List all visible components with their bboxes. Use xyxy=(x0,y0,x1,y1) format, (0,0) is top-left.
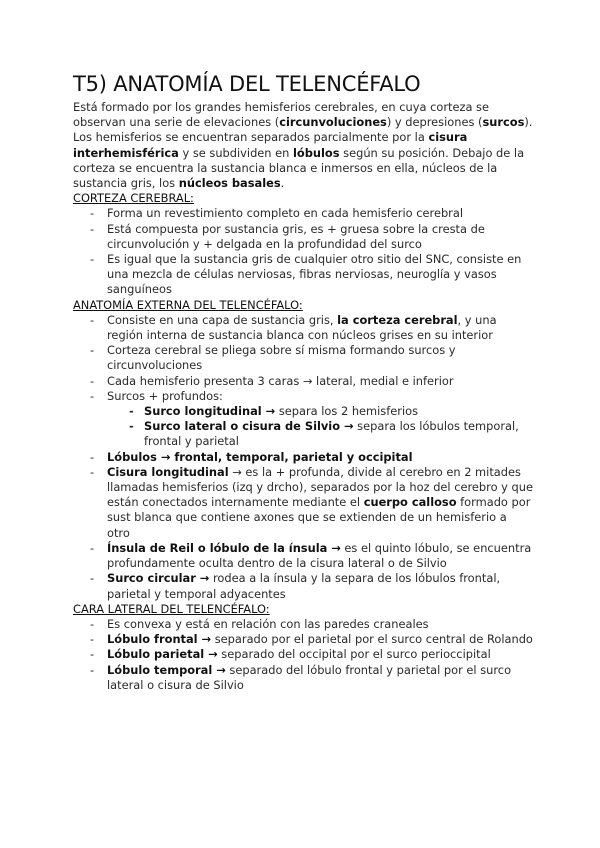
sections-container xyxy=(73,191,533,693)
list-item xyxy=(73,632,533,647)
text-run: Consiste en una capa de sustancia gris, xyxy=(107,312,338,327)
bold-text: Ínsula de Reil o lóbulo de la ínsula → xyxy=(107,540,341,555)
bold-text: núcleos basales xyxy=(178,176,281,191)
list-item xyxy=(73,663,533,693)
bullet-list xyxy=(73,313,533,602)
list-item xyxy=(73,252,533,298)
list-item xyxy=(73,374,533,389)
bold-text: Surco lateral o cisura de Silvio → xyxy=(144,419,354,434)
text-run: formado por sust blanca que contiene axones que se extienden de un hemisferio a otro xyxy=(107,495,531,540)
text-run: ). Los hemisferios se encuentran separados parcialmente por la xyxy=(73,115,533,145)
sub-bullet-list xyxy=(107,404,533,450)
text-run: es el quinto lóbulo, se encuentra profundamente oculta dentro de la cisura lateral o de Silvio xyxy=(107,540,532,571)
text-run: separado del lóbulo frontal y parietal por el surco lateral o cisura de Silvio xyxy=(107,662,512,692)
bold-text: Lóbulo temporal → xyxy=(107,662,226,677)
text-run: Forma un revestimiento completo en cada hemisferio cerebral xyxy=(107,206,464,221)
section-heading: ANATOMÍA EXTERNA DEL TELENCÉFALO: xyxy=(73,297,303,312)
bold-text: circunvoluciones xyxy=(279,115,387,130)
list-item xyxy=(73,465,533,541)
list-item xyxy=(73,313,533,343)
text-run: Cada hemisferio presenta 3 caras → lateral, medial e inferior xyxy=(107,373,454,388)
text-run: y se subdividen en xyxy=(178,145,294,160)
list-item xyxy=(73,206,533,221)
text-run: Está formado por los grandes hemisferios cerebrales, en cuya corteza se observan una serie de elevaciones ( xyxy=(73,100,490,130)
text-run: separa los lóbulos temporal, frontal y parietal xyxy=(144,419,519,449)
intro-paragraph xyxy=(73,100,533,191)
bold-text: lóbulos xyxy=(293,145,340,160)
list-item xyxy=(73,571,533,601)
text-run: rodea a la ínsula y la separa de los lóbulos frontal, parietal y temporal adyacentes xyxy=(107,571,501,601)
bold-text: Lóbulo parietal → xyxy=(107,647,218,662)
list-item xyxy=(73,541,533,571)
section-heading: CORTEZA CEREBRAL: xyxy=(73,191,194,206)
text-run: Corteza cerebral se pliega sobre sí misma formando surcos y circunvoluciones xyxy=(107,343,456,373)
bold-text: la corteza cerebral xyxy=(337,312,458,327)
sub-list-item xyxy=(73,404,533,419)
text-run: , y una región interna de sustancia blanca con núcleos grises en su interior xyxy=(107,312,497,343)
text-run: Es convexa y está en relación con las paredes craneales xyxy=(107,616,429,631)
text-run: Está compuesta por sustancia gris, es + gruesa sobre la cresta de circunvolución y + delgada en la profundidad del surco xyxy=(107,221,485,251)
text-run: → es la + profunda, divide al cerebro en 2 mitades llamadas hemisferios (izq y drcho), separados por la hoz del cerebro y que están conectados internamente mediante el xyxy=(107,464,533,510)
bullet-list xyxy=(73,206,533,297)
list-item xyxy=(73,222,533,252)
text-run: según su posición. Debajo de la corteza se encuentra la sustancia blanca e inmersos en ella, núcleos de la sustancia gris, los xyxy=(73,145,525,191)
text-run: Surcos + profundos: xyxy=(107,388,223,403)
bold-text: Cisura longitudinal xyxy=(107,464,229,479)
document-page xyxy=(73,72,533,693)
list-item xyxy=(73,389,533,450)
page-title: T5) ANATOMÍA DEL TELENCÉFALO xyxy=(73,72,421,96)
list-item xyxy=(73,343,533,373)
list-item xyxy=(73,617,533,632)
bullet-list xyxy=(73,617,533,693)
bold-text: Lóbulos → frontal, temporal, parietal y occipital xyxy=(107,449,413,464)
text-run: ) y depresiones ( xyxy=(386,115,483,130)
list-item xyxy=(73,450,533,465)
section-heading: CARA LATERAL DEL TELENCÉFALO: xyxy=(73,601,270,616)
list-item xyxy=(73,647,533,662)
bold-text: Surco longitudinal → xyxy=(144,404,276,419)
text-run: . xyxy=(280,176,285,191)
text-run: separado del occipital por el surco perioccipital xyxy=(217,647,491,662)
bold-text: cuerpo calloso xyxy=(363,495,457,510)
bold-text: surcos xyxy=(482,115,525,130)
text-run: separado por el parietal por el surco central de Rolando xyxy=(211,632,533,647)
sub-list-item xyxy=(73,419,533,449)
bold-text: Surco circular → xyxy=(107,571,210,586)
bold-text: cisura interhemisférica xyxy=(73,130,468,160)
text-run: Es igual que la sustancia gris de cualquier otro sitio del SNC, consiste en una mezcla de células nerviosas, fibras nerviosas, neuroglía y vasos sanguíneos xyxy=(107,252,522,297)
bold-text: Lóbulo frontal → xyxy=(107,632,212,647)
text-run: separa los 2 hemisferios xyxy=(275,404,419,419)
